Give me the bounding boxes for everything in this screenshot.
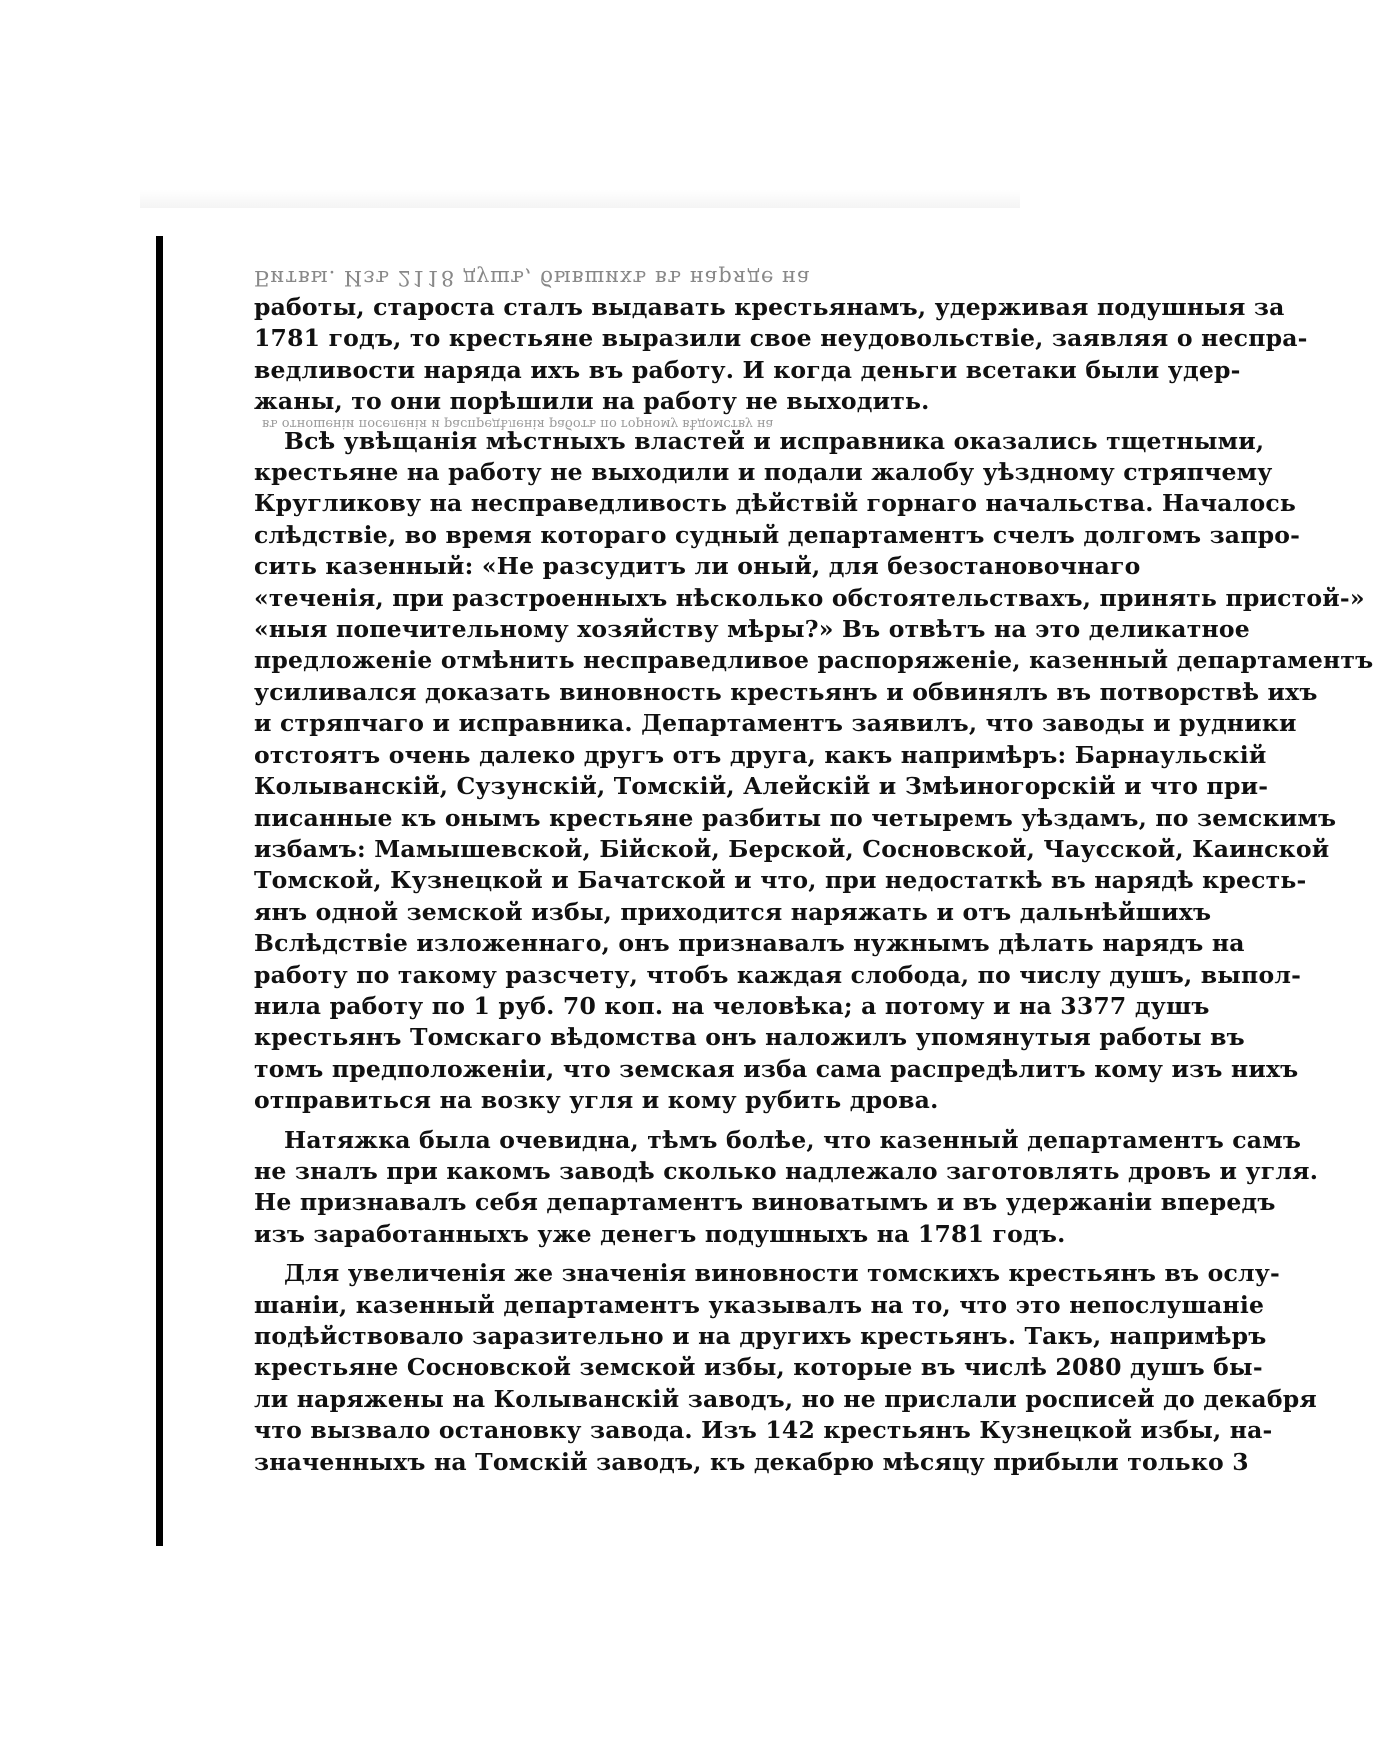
left-margin-rule [156, 236, 163, 1546]
text-line: Кругликову на несправедливость дѣйствій горнаго начальства. Началось [254, 489, 1296, 518]
text-line: работу по такому разсчету, чтобъ каждая слобода, по числу душъ, выпол- [254, 960, 1302, 989]
text-line: нила работу по 1 руб. 70 коп. на человѣка; а потому и на 3377 душъ [254, 991, 1210, 1020]
text-line: ли наряжены на Колыванскій заводъ, но не прислали росписей до декабря [254, 1384, 1317, 1413]
text-line: Всѣ увѣщанія мѣстныхъ властей и исправника оказались тщетными, [284, 426, 1265, 455]
text-line: не зналъ при какомъ заводѣ сколько надлежало заготовлять дровъ и угля. [254, 1156, 1319, 1185]
mirrored-header-bleed: Битвы. Изъ 2118 душъ, бывшихъ въ наряде на [254, 266, 811, 290]
page-edge-shadow [140, 190, 1020, 208]
paragraph-2 [254, 426, 1373, 1117]
text-line: янъ одной земской избы, приходится наряжать и отъ дальнѣйшихъ [254, 897, 1212, 926]
text-line: писанные къ онымъ крестьяне разбиты по четыремъ уѣздамъ, по земскимъ [254, 803, 1337, 832]
text-line: крестьянъ Томскаго вѣдомства онъ наложилъ упомянутыя работы въ [254, 1023, 1245, 1052]
text-line: ведливости наряда ихъ въ работу. И когда деньги всетаки были удер- [254, 355, 1241, 384]
text-line: 1781 годъ, то крестьяне выразили свое неудовольствіе, заявляя о неспра- [254, 324, 1308, 353]
text-line: что вызвало остановку завода. Изъ 142 крестьянъ Кузнецкой избы, на- [254, 1416, 1273, 1445]
text-line: отправиться на возку угля и кому рубить дрова. [254, 1086, 939, 1115]
text-line: Для увеличенія же значенія виновности томскихъ крестьянъ въ ослу- [284, 1259, 1280, 1288]
text-line: и стряпчаго и исправника. Департаментъ заявилъ, что заводы и рудники [254, 709, 1297, 738]
document-body [254, 292, 1373, 1478]
text-line: шаніи, казенный департаментъ указывалъ на то, что это непослушаніе [254, 1290, 1265, 1319]
text-line: работы, староста сталъ выдавать крестьянамъ, удерживая подушныя за [254, 293, 1285, 321]
text-line: подѣйствовало заразительно и на другихъ крестьянъ. Такъ, напримѣръ [254, 1322, 1267, 1350]
text-line: «теченія, при разстроенныхъ нѣсколько обстоятельствахъ, принять пристой-» [254, 583, 1365, 612]
text-line: жаны, то они порѣшили на работу не выходить. [254, 387, 930, 416]
paragraph-1 [254, 292, 1308, 418]
text-line: крестьяне Сосновской земской избы, которые въ числѣ 2080 душъ бы- [254, 1353, 1263, 1382]
text-line: Колыванскій, Сузунскій, Томскій, Алейскій и Змѣиногорскій и что при- [254, 772, 1269, 801]
text-line: изъ заработанныхъ уже денегъ подушныхъ на 1781 годъ. [254, 1219, 1066, 1248]
text-line: крестьяне на работу не выходили и подали жалобу уѣздному стряпчему [254, 458, 1273, 487]
mirrored-text-bleed: въ отношеніи поселенія и распредѣленія работъ по горному вѣдомству на [262, 416, 774, 431]
text-line: избамъ: Мамышевской, Бійской, Берской, Сосновской, Чаусской, Каинской [254, 834, 1330, 863]
text-line: отстоятъ очень далеко другъ отъ друга, какъ напримѣръ: Барнаульскій [254, 740, 1267, 769]
paragraph-4 [254, 1258, 1317, 1478]
text-line: значенныхъ на Томскій заводъ, къ декабрю мѣсяцу прибыли только 3 [254, 1447, 1249, 1476]
text-line: томъ предположеніи, что земская изба сама распредѣлитъ кому изъ нихъ [254, 1054, 1299, 1083]
text-line: Вслѣдствіе изложеннаго, онъ признавалъ нужнымъ дѣлать нарядъ на [254, 929, 1245, 958]
text-line: Томской, Кузнецкой и Бачатской и что, при недостаткѣ въ нарядѣ кресть- [254, 866, 1307, 895]
text-line: Натяжка была очевидна, тѣмъ болѣе, что казенный департаментъ самъ [284, 1125, 1302, 1154]
paragraph-3 [254, 1125, 1319, 1251]
text-line: Не признавалъ себя департаментъ виноватымъ и въ удержаніи впередъ [254, 1188, 1276, 1217]
text-line: слѣдствіе, во время котораго судный департаментъ счелъ долгомъ запро- [254, 520, 1301, 549]
text-line: «ныя попечительному хозяйству мѣры?» Въ отвѣтъ на это деликатное [254, 615, 1250, 644]
text-line: сить казенный: «Не разсудитъ ли оный, для безостановочнаго [254, 552, 1141, 581]
text-line: предложеніе отмѣнить несправедливое распоряженіе, казенный департаментъ [254, 646, 1373, 675]
text-line: усиливался доказать виновность крестьянъ и обвинялъ въ потворствѣ ихъ [254, 677, 1318, 706]
